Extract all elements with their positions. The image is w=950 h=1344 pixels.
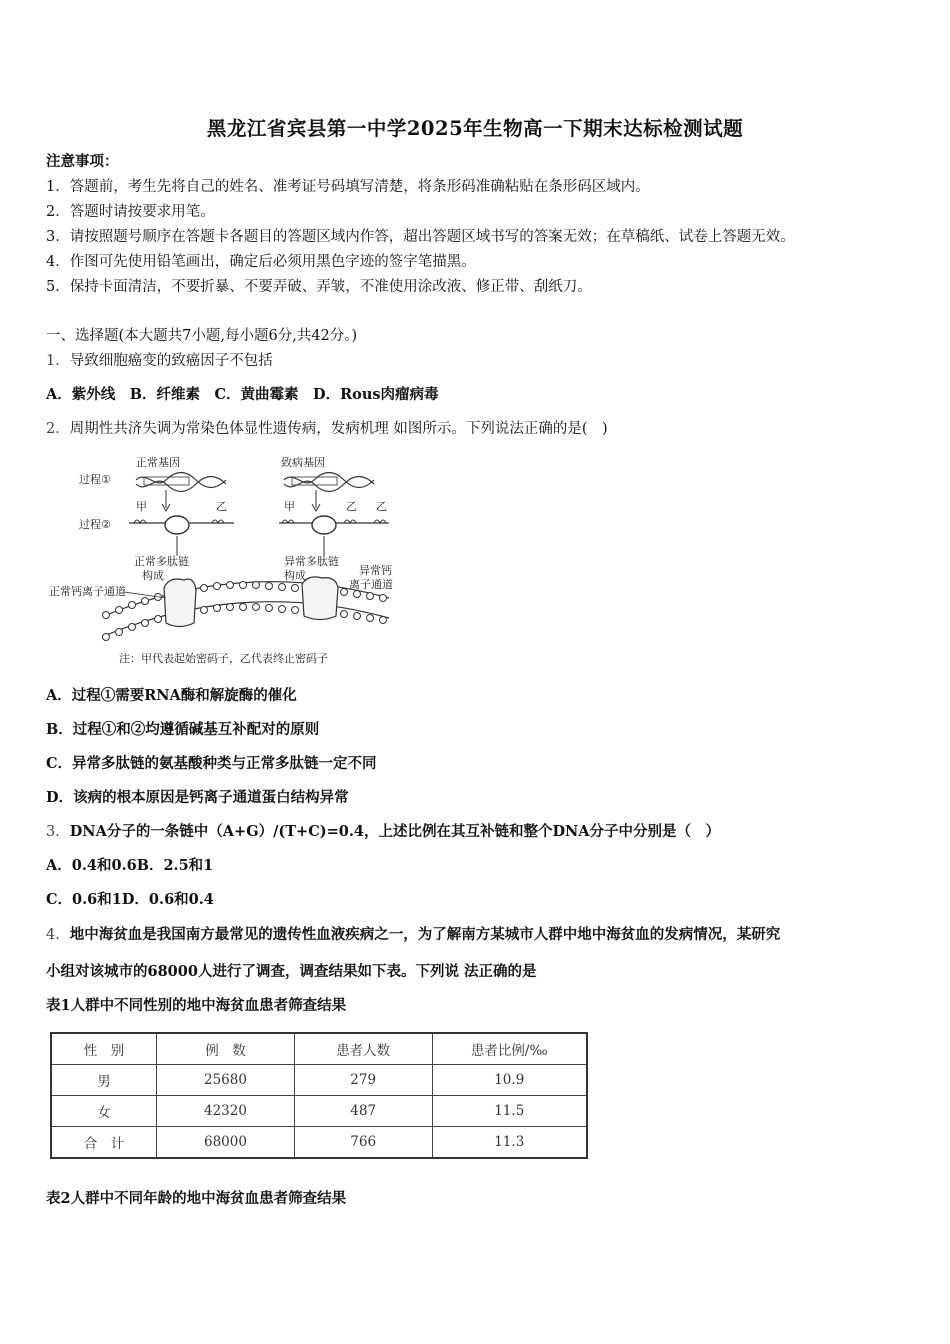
- label-abnormal-channel-2: 离子通道: [349, 578, 393, 591]
- ribosome-left: [165, 516, 189, 534]
- notice-item: 2．答题时请按要求用笔。: [46, 204, 215, 220]
- label-abnormal-peptide: 异常多肽链: [284, 555, 339, 568]
- label-abnormal-channel-1: 异常钙: [359, 564, 392, 577]
- question-3-options-cd: C．0.6和1D．0.6和0.4: [46, 891, 214, 908]
- notice-item: 1．答题前，考生先将自己的姓名、准考证号码填写清楚，将条形码准确粘贴在条形码区域内。: [46, 179, 650, 195]
- phospholipid-heads: [103, 582, 387, 641]
- table-cell: 11.3: [432, 1127, 587, 1159]
- table-cell: 11.5: [432, 1096, 587, 1127]
- section-heading: 一、选择题(本大题共7小题,每小题6分,共42分。): [46, 328, 358, 344]
- question-1: [46, 352, 273, 370]
- page-title: 黑龙江省宾县第一中学2025年生物高一下期末达标检测试题: [206, 117, 744, 140]
- table2-caption: 表2人群中不同年龄的地中海贫血患者筛查结果: [46, 1190, 347, 1207]
- question-number: 1．: [46, 353, 70, 369]
- question-4: [46, 926, 780, 944]
- label-process1-left: 过程①: [79, 473, 111, 486]
- table-cell: 25680: [157, 1065, 295, 1096]
- table-row: [51, 1096, 587, 1127]
- table-row: [51, 1127, 587, 1159]
- table-cell: 42320: [157, 1096, 295, 1127]
- label-process2-left: 过程②: [79, 518, 111, 531]
- question-stem-line1: 地中海贫血是我国南方最常见的遗传性血液疾病之一，为了解南方某城市人群中地中海贫血的发病情况，某研究: [69, 926, 781, 943]
- diagram-note: 注：甲代表起始密码子，乙代表终止密码子: [119, 652, 328, 665]
- label-stop-codon-left: 乙: [216, 500, 227, 513]
- normal-channel-protein: [164, 579, 196, 627]
- table-cell: 279: [294, 1065, 432, 1096]
- table-cell: 487: [294, 1096, 432, 1127]
- question-2: [46, 420, 608, 438]
- question-number: 2．: [46, 421, 70, 437]
- question-2-option-b: B．过程①和②均遵循碱基互补配对的原则: [46, 721, 320, 738]
- question-3-options-ab: A．0.4和0.6B．2.5和1: [46, 857, 214, 874]
- question-3: [46, 823, 720, 841]
- question-number: 3．: [46, 824, 70, 840]
- label-normal-compose: 构成: [142, 569, 164, 582]
- notice-item: 4．作图可先使用铅笔画出，确定后必须用黑色字迹的签字笔描黑。: [46, 254, 476, 270]
- question-4-stem-line2: 小组对该城市的68000人进行了调查，调查结果如下表。下列说 法正确的是: [46, 963, 537, 980]
- notice-item: 5．保持卡面清洁，不要折暴、不要弄破、弄皱，不准使用涂改液、修正带、刮纸刀。: [46, 279, 592, 295]
- label-start-codon-left: 甲: [136, 500, 147, 513]
- question-2-option-d: D．该病的根本原因是钙离子通道蛋白结构异常: [46, 789, 349, 806]
- question-number: 4．: [46, 927, 70, 943]
- label-stop-codon-right: 乙: [346, 500, 357, 513]
- abnormal-channel-protein: [302, 577, 338, 620]
- table-cell: 合 计: [51, 1127, 157, 1159]
- label-normal-channel: 正常钙离子通道: [49, 585, 126, 598]
- table-header-cell: 例 数: [157, 1033, 295, 1065]
- table-cell: 女: [51, 1096, 157, 1127]
- question-stem: 导致细胞癌变的致癌因子不包括: [69, 353, 273, 369]
- table1-caption: 表1人群中不同性别的地中海贫血患者筛查结果: [46, 997, 347, 1014]
- label-start-codon-right: 甲: [284, 500, 295, 513]
- question-1-options: A．紫外线 B．纤维素 C．黄曲霉素 D．Rous肉瘤病毒: [46, 386, 439, 403]
- question-stem: 周期性共济失调为常染色体显性遗传病，发病机理 如图所示。下列说法正确的是( ): [69, 421, 608, 437]
- notice-heading: 注意事项：: [46, 153, 119, 170]
- label-disease-gene: 致病基因: [281, 456, 325, 469]
- question-2-option-a: A．过程①需要RNA酶和解旋酶的催化: [46, 687, 297, 704]
- label-abnormal-compose: 构成: [284, 569, 306, 582]
- mechanism-diagram-svg: [44, 448, 404, 673]
- label-stop-codon-right-2: 乙: [376, 500, 387, 513]
- question-2-option-c: C．异常多肽链的氨基酸种类与正常多肽链一定不同: [46, 755, 377, 772]
- question-stem: DNA分子的一条链中（A+G）/(T+C)=0.4，上述比例在其互补链和整个DNA分子中分别是（ ）: [69, 823, 721, 840]
- mechanism-diagram: [44, 448, 404, 673]
- table-cell: 男: [51, 1065, 157, 1096]
- table1: [50, 1032, 588, 1159]
- table-row: [51, 1065, 587, 1096]
- table-header-cell: 性 别: [51, 1033, 157, 1065]
- table-cell: 766: [294, 1127, 432, 1159]
- label-normal-peptide: 正常多肽链: [134, 555, 189, 568]
- table-cell: 68000: [157, 1127, 295, 1159]
- notice-item: 3．请按照题号顺序在答题卡各题目的答题区域内作答，超出答题区域书写的答案无效；在草稿纸、试卷上答题无效。: [46, 229, 795, 245]
- table-header-row: [51, 1033, 587, 1065]
- table-header-cell: 患者人数: [294, 1033, 432, 1065]
- ribosome-right: [312, 516, 336, 534]
- table-header-cell: 患者比例/‰: [432, 1033, 587, 1065]
- table-cell: 10.9: [432, 1065, 587, 1096]
- label-normal-gene: 正常基因: [136, 456, 180, 469]
